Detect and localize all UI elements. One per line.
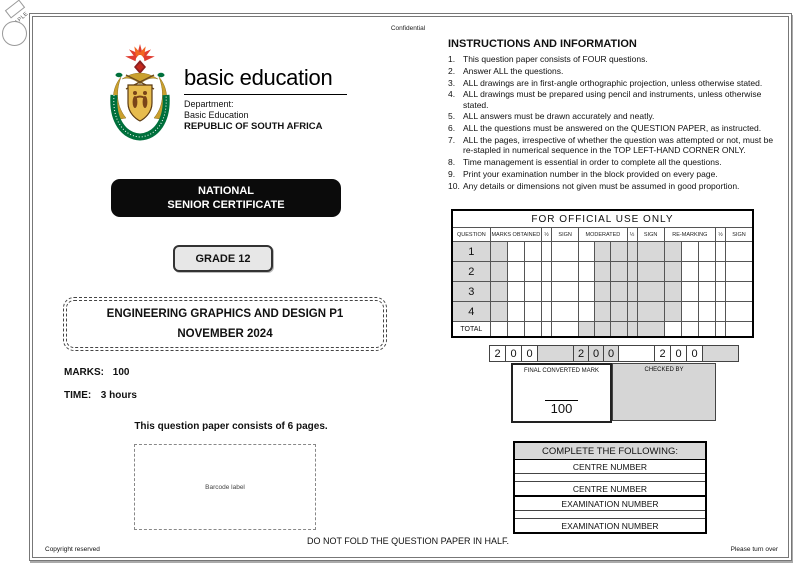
mark-entry-cell [611,242,627,262]
official-use-table [451,209,754,338]
instruction-number: 9. [448,168,456,179]
mark-entry-cell [552,262,579,282]
mark-entry-cell [726,302,753,322]
max-mark-blank-cell [537,345,574,362]
question-number-cell: 1 [452,242,490,262]
paper-title-box [63,297,387,351]
mark-entry-cell [611,302,627,322]
mark-entry-cell [490,282,507,302]
total-entry-cell [490,322,507,338]
complete-following-rows [515,460,705,532]
mark-entry-cell [715,262,725,282]
official-table-body [452,242,753,338]
col-question: QUESTION [452,228,490,242]
max-mark-digit-cell: 2 [489,345,506,362]
final-mark-denominator: 100 [545,400,579,416]
question-row [452,242,753,262]
mark-entry-cell [681,302,698,322]
instruction-text: Answer ALL the questions. [463,65,564,76]
certificate-line1: NATIONAL [197,185,254,197]
total-entry-cell [542,322,552,338]
marks-value: 100 [112,367,130,378]
instruction-number: 7. [448,135,456,146]
col-remarking: RE-MARKING [664,228,715,242]
mark-entry-cell [490,262,507,282]
instruction-item [448,54,784,64]
pages-note: This question paper consists of 6 pages. [134,421,328,432]
instruction-number: 1. [448,54,456,64]
total-entry-cell [627,322,637,338]
time-line [64,390,137,401]
col-half-3: ½ [715,228,725,242]
time-value: 3 hours [100,390,137,401]
col-marks-obtained: MARKS OBTAINED [490,228,541,242]
instruction-number: 2. [448,65,456,76]
checked-by-box [612,363,716,421]
question-row [452,282,753,302]
final-mark-label: FINAL CONVERTED MARK [523,368,599,374]
instruction-text: ALL drawings are in first-angle orthographic projection, unless otherwise stated. [463,77,763,88]
mark-entry-cell [595,242,611,262]
mark-entry-cell [664,282,681,302]
mark-entry-cell [627,242,637,262]
instructions-list [448,54,784,193]
mark-entry-cell [507,302,524,322]
mark-entry-cell [715,282,725,302]
total-entry-cell [715,322,725,338]
paper-title: ENGINEERING GRAPHICS AND DESIGN P1 [106,308,344,321]
complete-following-table [513,441,707,534]
mark-entry-cell [637,302,664,322]
mark-entry-cell [524,242,541,262]
mark-entry-cell [627,302,637,322]
total-row [452,322,753,338]
col-half-1: ½ [542,228,552,242]
mark-entry-cell [490,242,507,262]
max-mark-digit-cell: 2 [573,345,589,362]
total-entry-cell [664,322,681,338]
max-mark-blank-cell [702,345,739,362]
copyright-text: Copyright reserved [45,546,100,553]
complete-blank-row [515,510,705,518]
official-use-header-row [452,228,753,242]
barcode-label-box [134,444,316,530]
mark-entry-cell [507,242,524,262]
col-sign-3: SIGN [726,228,753,242]
please-turn-over-text: Please turn over [730,546,778,553]
mark-entry-cell [595,302,611,322]
instruction-item [448,169,784,179]
mark-entry-cell [637,242,664,262]
mark-entry-cell [698,302,715,322]
col-half-2: ½ [627,228,637,242]
mark-entry-cell [490,302,507,322]
complete-label-row: CENTRE NUMBER [515,481,705,495]
dept-line2: Basic Education [184,110,249,120]
total-entry-cell [595,322,611,338]
instruction-text: ALL answers must be drawn accurately and neatly. [463,111,655,122]
mark-entry-cell [698,242,715,262]
question-row [452,302,753,322]
complete-blank-row [515,473,705,481]
paper-title-box-inner [66,300,384,348]
max-mark-digit-cell: 0 [588,345,604,362]
mark-entry-cell [595,282,611,302]
instruction-text: Any details or dimensions not given must be assumed in good proportion. [463,180,740,191]
question-number-cell: 3 [452,282,490,302]
mark-entry-cell [627,262,637,282]
instruction-item [448,181,784,191]
time-label: TIME: [64,390,92,401]
instruction-item [448,89,784,110]
mark-entry-cell [681,282,698,302]
instruction-text: Print your examination number in the block provided on every page. [463,168,718,179]
complete-label-row: CENTRE NUMBER [572,461,648,472]
mark-entry-cell [611,262,627,282]
total-entry-cell [698,322,715,338]
instruction-text: ALL the questions must be answered on the QUESTION PAPER, as instructed. [463,123,762,134]
mark-entry-cell [524,282,541,302]
wordmark-rule [184,94,347,95]
instruction-item [448,78,784,88]
confidential-watermark: Confidential [390,25,426,32]
mark-entry-cell [726,262,753,282]
max-mark-digit-cell: 0 [686,345,703,362]
checked-by-label: CHECKED BY [644,367,684,373]
exam-paper-page [29,13,792,561]
do-not-fold-notice: DO NOT FOLD THE QUESTION PAPER IN HALF. [306,536,510,546]
mark-entry-cell [524,302,541,322]
national-senior-certificate-badge [111,179,341,217]
instruction-item [448,157,784,167]
mark-entry-cell [627,282,637,302]
mark-entry-cell [637,282,664,302]
col-moderated: MODERATED [579,228,627,242]
punch-hole-circle [2,21,27,46]
instruction-item [448,135,784,156]
instruction-item [448,111,784,121]
instruction-item [448,66,784,76]
max-mark-blank-cell [618,345,655,362]
question-number-cell: 2 [452,262,490,282]
mark-entry-cell [542,242,552,262]
mark-entry-cell [637,262,664,282]
mark-entry-cell [524,262,541,282]
wordmark-text: basic education [184,65,333,90]
instruction-number: 5. [448,111,456,122]
instruction-number: 4. [448,89,456,100]
final-converted-mark-box [511,363,612,423]
col-sign-2: SIGN [637,228,664,242]
instruction-text: Time management is essential in order to complete all the questions. [463,157,722,168]
marks-label: MARKS: [64,367,104,378]
instruction-number: 3. [448,77,456,88]
mark-entry-cell [552,242,579,262]
mark-entry-cell [579,282,595,302]
mark-entry-cell [507,282,524,302]
max-mark-digit-cell: 2 [654,345,671,362]
shield-icon [128,85,152,121]
total-entry-cell [726,322,753,338]
complete-label-row: EXAMINATION NUMBER [515,495,705,510]
question-number-cell: 4 [452,302,490,322]
official-use-table-wrap [451,209,754,338]
certificate-line2: SENIOR CERTIFICATE [167,199,285,211]
mark-entry-cell [579,262,595,282]
mark-entry-cell [595,262,611,282]
marks-line [64,367,129,378]
mark-entry-cell [664,262,681,282]
total-entry-cell [637,322,664,338]
dept-line1: Department: [184,99,234,109]
max-mark-digit-cell: 0 [670,345,687,362]
mark-entry-cell [542,302,552,322]
mark-entry-cell [681,242,698,262]
barcode-label-text: Barcode label [205,483,245,491]
mark-entry-cell [715,242,725,262]
question-row [452,262,753,282]
total-entry-cell [507,322,524,338]
mark-entry-cell [552,282,579,302]
final-mark-value-wrap [513,400,610,418]
complete-following-header: COMPLETE THE FOLLOWING: [515,443,705,460]
grade-badge: GRADE 12 [173,245,273,272]
mark-entry-cell [715,302,725,322]
max-mark-digit-cell: 0 [505,345,522,362]
mark-entry-cell [579,242,595,262]
mark-entry-cell [542,282,552,302]
instruction-number: 10. [448,180,460,191]
max-marks-row [489,345,738,362]
mark-entry-cell [611,282,627,302]
department-wordmark [184,65,394,133]
country-line: REPUBLIC OF SOUTH AFRICA [184,121,323,132]
max-mark-digit-cell: 0 [521,345,538,362]
instruction-number: 8. [448,157,456,168]
mark-entry-cell [579,302,595,322]
total-entry-cell [524,322,541,338]
total-entry-cell [681,322,698,338]
col-sign-1: SIGN [552,228,579,242]
mark-entry-cell [507,262,524,282]
instruction-number: 6. [448,123,456,134]
sun-rays-icon [125,44,156,61]
instruction-text: This question paper consists of FOUR questions. [463,54,648,64]
max-mark-digit-cell: 0 [603,345,619,362]
instruction-item [448,123,784,133]
paper-session: NOVEMBER 2024 [177,327,273,340]
total-entry-cell [552,322,579,338]
mark-entry-cell [542,262,552,282]
south-africa-coat-of-arms [104,43,176,143]
mark-entry-cell [681,262,698,282]
mark-entry-cell [726,242,753,262]
mark-entry-cell [726,282,753,302]
instructions-title: INSTRUCTIONS AND INFORMATION [448,38,637,50]
mark-entry-cell [552,302,579,322]
mark-entry-cell [698,262,715,282]
total-entry-cell [611,322,627,338]
mark-entry-cell [698,282,715,302]
instruction-text: ALL drawings must be prepared using pencil and instruments, unless otherwise stated. [463,89,762,110]
total-label-cell: TOTAL [452,322,490,338]
complete-label-row: EXAMINATION NUMBER [515,518,705,532]
total-entry-cell [579,322,595,338]
mark-entry-cell [664,242,681,262]
mark-entry-cell [664,302,681,322]
instruction-text: ALL the pages, irrespective of whether the question was attempted or not, must be re-stapled in numerical sequence in the TOP LEFT-HAND CORNER ONLY. [463,135,774,156]
official-use-title: FOR OFFICIAL USE ONLY [452,210,753,228]
